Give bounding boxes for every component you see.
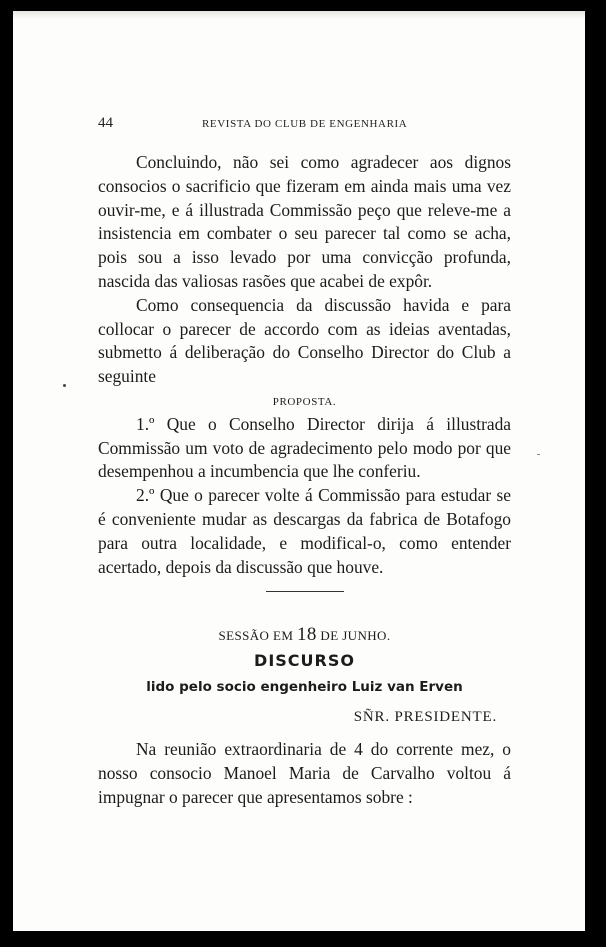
paragraph-concluding: Concluindo, não sei como agradecer aos dignos consocios o sacrificio que fizeram em ainda mais uma vez ouvir-me, e á illustrada Commissão peço que releve-me a insistencia em combater o seu parecer tal como se acha, pois sou a isso levado por uma convicção profunda, nascida das valiosas rasões que acabei de expôr. (98, 152, 511, 291)
document-page (13, 11, 585, 931)
speech-salutation: SÑR. PRESIDENTE. (353, 709, 497, 726)
scan-edge-shadow (13, 11, 585, 19)
page-header (98, 115, 510, 135)
proposta-heading: PROPOSTA. (272, 395, 337, 408)
proposta-item-1: 1.º Que o Conselho Director dirija á illustrada Commissão um voto de agradecimento pelo modo por que desempenhou a incumbencia que lhe conferiu. (98, 413, 511, 482)
session-day: 18 (296, 624, 317, 646)
running-head: REVISTA DO CLUB DE ENGENHARIA (202, 118, 408, 130)
session-suffix: DE JUNHO. (320, 628, 391, 644)
scan-speck (63, 384, 66, 387)
session-prefix: SESSÃO EM (218, 628, 294, 644)
paragraph-consequence: Como consequencia da discussão havida e para collocar o parecer de accordo com as ideias aventadas, submetto á deliberação do Conselho Director do Club a seguinte (98, 294, 511, 387)
speech-opening-paragraph: Na reunião extraordinaria de 4 do corrente mez, o nosso consocio Manoel Maria de Carvalho voltou á impugnar o parecer que apresentamos sobre : (98, 739, 511, 807)
scan-speck (537, 454, 540, 455)
page-body (98, 151, 511, 810)
speech-subtitle: lido pelo socio engenheiro Luiz van Erven (146, 679, 463, 696)
section-divider (266, 591, 344, 592)
proposta-item-2: 2.º Que o parecer volte á Commissão para estudar se é conveniente mudar as descargas da fabrica de Botafogo para outra localidade, e modifical-o, como entender acertado, depois da discussão que houve. (98, 485, 511, 577)
speech-title: DISCURSO (254, 651, 355, 671)
page-number: 44 (98, 115, 113, 131)
session-heading (98, 622, 511, 648)
